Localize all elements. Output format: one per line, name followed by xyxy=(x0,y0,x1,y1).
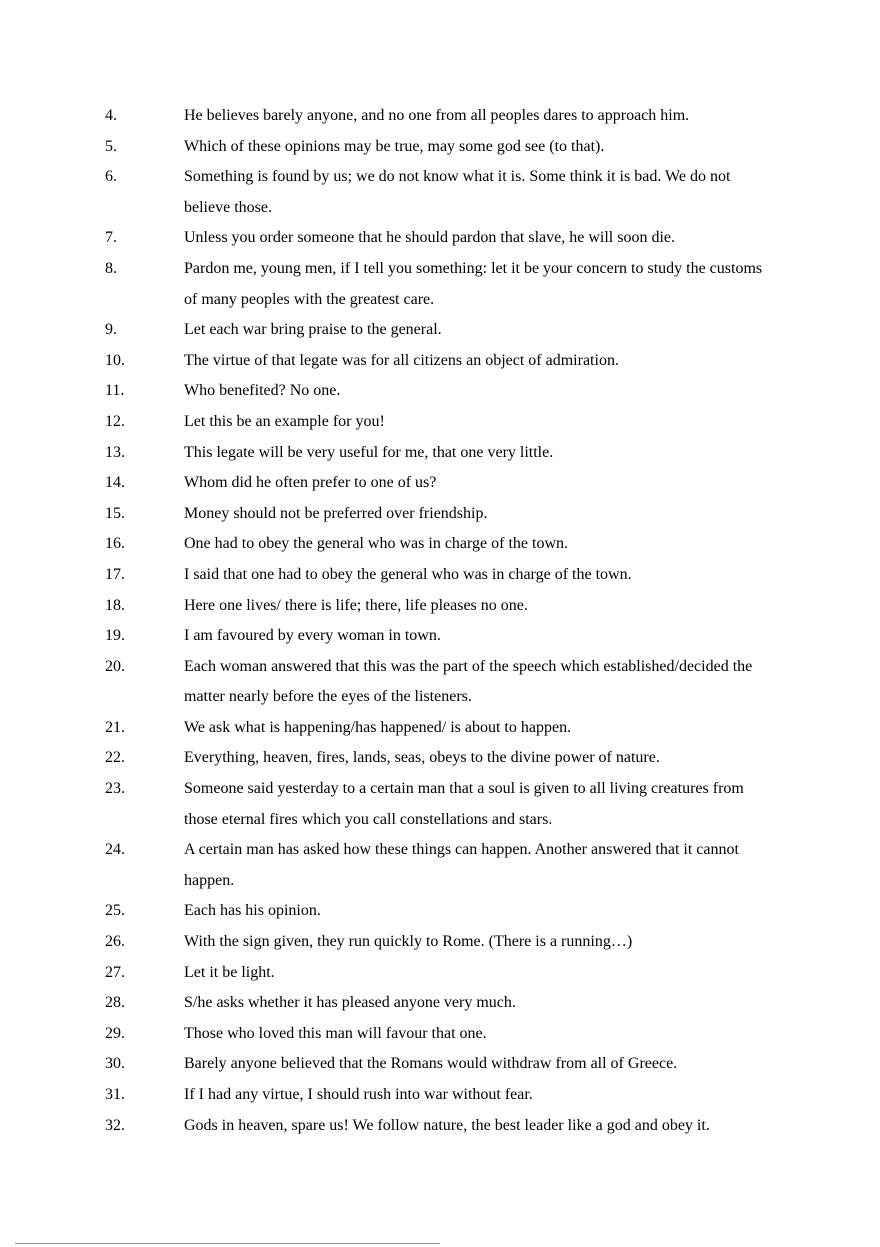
item-number: 31. xyxy=(105,1086,125,1103)
item-number: 24. xyxy=(105,841,125,859)
item-text: Let each war bring praise to the general. xyxy=(184,321,442,339)
item-number: 19. xyxy=(105,627,125,645)
item-number: 17. xyxy=(105,565,125,583)
list-item xyxy=(0,499,880,530)
item-number: 22. xyxy=(105,749,125,767)
item-number: 18. xyxy=(105,596,125,614)
item-text: Someone said yesterday to a certain man that a soul is given to all living creatures from those eternal fires which you call constellations and stars. xyxy=(184,780,744,828)
item-text: This legate will be very useful for me, that one very little. xyxy=(184,443,554,461)
item-text: With the sign given, they run quickly to Rome. (There is a running…) xyxy=(184,933,633,951)
list-item xyxy=(0,315,880,346)
list-item xyxy=(0,591,880,622)
item-number: 27. xyxy=(105,963,125,981)
item-text: Who benefited? No one. xyxy=(184,382,341,400)
item-number: 8. xyxy=(105,259,117,277)
list-item xyxy=(0,713,880,744)
item-text: Let it be light. xyxy=(184,963,275,981)
item-number: 25. xyxy=(105,902,125,920)
item-text: Whom did he often prefer to one of us? xyxy=(184,474,437,492)
list-item xyxy=(0,652,880,713)
list-item xyxy=(0,468,880,499)
item-number: 12. xyxy=(105,412,125,430)
list-item xyxy=(0,346,880,377)
item-number: 10. xyxy=(105,351,125,369)
item-text: Each woman answered that this was the part of the speech which established/decided the matter nearly before the eyes of the listeners. xyxy=(184,657,753,706)
item-number: 4. xyxy=(105,107,117,124)
list-item xyxy=(0,835,880,896)
list-item xyxy=(0,774,880,835)
item-number: 9. xyxy=(105,321,117,339)
item-text: We ask what is happening/has happened/ is about to happen. xyxy=(184,718,572,736)
item-text: Unless you order someone that he should pardon that slave, he will soon die. xyxy=(184,229,676,247)
item-text: Which of these opinions may be true, may some god see (to that). xyxy=(184,137,605,155)
item-number: 30. xyxy=(105,1055,125,1073)
list-item xyxy=(0,743,880,774)
list-item xyxy=(0,162,880,223)
list-item xyxy=(0,1080,880,1111)
item-number: 11. xyxy=(105,382,125,400)
item-text: I am favoured by every woman in town. xyxy=(184,627,441,645)
item-text: If I had any virtue, I should rush into war without fear. xyxy=(184,1086,533,1103)
list-item xyxy=(0,376,880,407)
list-item xyxy=(0,223,880,254)
list-item xyxy=(0,254,880,315)
list-item xyxy=(0,132,880,163)
item-number: 21. xyxy=(105,718,125,736)
list-item xyxy=(0,407,880,438)
item-number: 5. xyxy=(105,137,117,155)
item-text: The virtue of that legate was for all citizens an object of admiration. xyxy=(184,351,619,369)
item-text: A certain man has asked how these things can happen. Another answered that it cannot happen. xyxy=(184,841,739,889)
list-item xyxy=(0,958,880,989)
list-item xyxy=(0,1049,880,1080)
item-number: 32. xyxy=(105,1116,125,1134)
list-item xyxy=(0,560,880,591)
item-number: 15. xyxy=(105,504,125,522)
list-item xyxy=(0,988,880,1019)
item-number: 26. xyxy=(105,933,125,951)
item-text: S/he asks whether it has pleased anyone very much. xyxy=(184,994,516,1012)
item-text: Those who loved this man will favour that one. xyxy=(184,1024,487,1042)
translation-list xyxy=(0,101,880,1141)
item-text: Money should not be preferred over friendship. xyxy=(184,504,488,522)
item-text: Pardon me, young men, if I tell you something: let it be your concern to study the customs of many peoples with the greatest care. xyxy=(184,259,763,308)
item-text: Let this be an example for you! xyxy=(184,412,385,430)
item-number: 14. xyxy=(105,474,125,492)
list-item xyxy=(0,1111,880,1142)
item-text: I said that one had to obey the general who was in charge of the town. xyxy=(184,565,632,583)
list-item xyxy=(0,438,880,469)
item-number: 13. xyxy=(105,443,125,461)
item-text: Each has his opinion. xyxy=(184,902,321,920)
item-text: Something is found by us; we do not know what it is. Some think it is bad. We do not believe those. xyxy=(184,168,731,216)
item-number: 29. xyxy=(105,1024,125,1042)
item-text: Everything, heaven, fires, lands, seas, obeys to the divine power of nature. xyxy=(184,749,660,767)
item-number: 23. xyxy=(105,780,125,798)
item-number: 7. xyxy=(105,229,117,247)
item-text: Here one lives/ there is life; there, life pleases no one. xyxy=(184,596,528,614)
item-text: One had to obey the general who was in charge of the town. xyxy=(184,535,569,553)
list-item xyxy=(0,896,880,927)
item-text: He believes barely anyone, and no one from all peoples dares to approach him. xyxy=(184,107,690,124)
list-item xyxy=(0,101,880,132)
list-item xyxy=(0,1019,880,1050)
item-text: Barely anyone believed that the Romans would withdraw from all of Greece. xyxy=(184,1055,678,1073)
list-item xyxy=(0,529,880,560)
list-item xyxy=(0,927,880,958)
item-number: 28. xyxy=(105,994,125,1012)
item-number: 16. xyxy=(105,535,125,553)
item-number: 6. xyxy=(105,168,117,186)
item-number: 20. xyxy=(105,657,125,675)
list-item xyxy=(0,621,880,652)
item-text: Gods in heaven, spare us! We follow nature, the best leader like a god and obey it. xyxy=(184,1116,710,1134)
footnote-divider xyxy=(15,1243,440,1244)
